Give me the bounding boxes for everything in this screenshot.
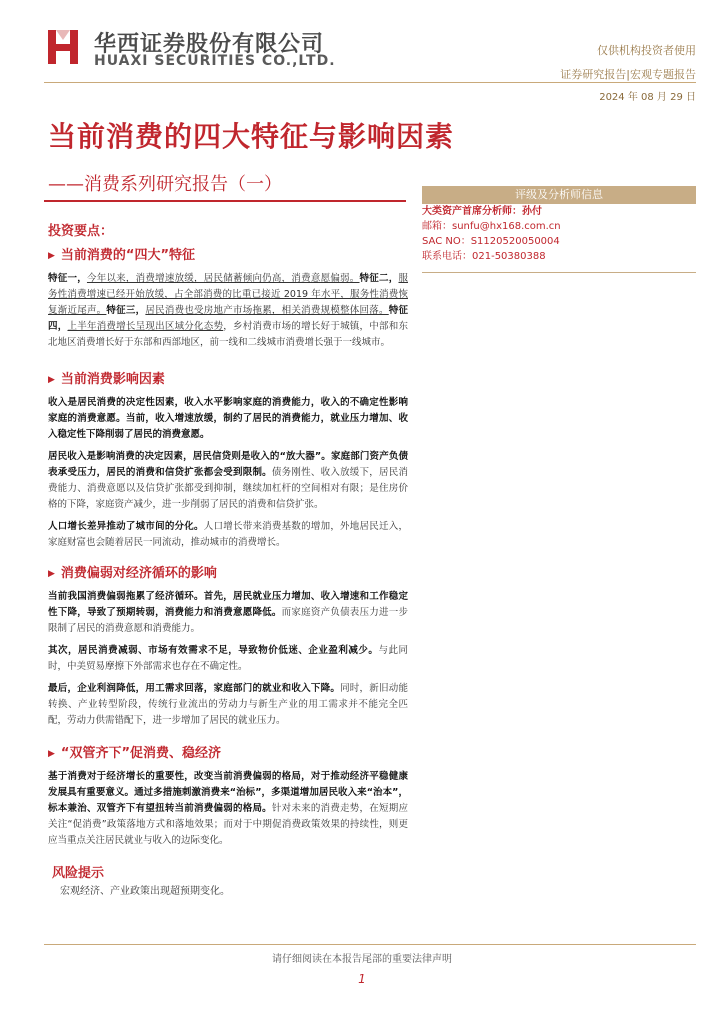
company-name-en: HUAXI SECURITIES CO.,LTD. xyxy=(94,53,336,69)
section-1 xyxy=(48,244,408,351)
section-paragraph xyxy=(48,395,408,443)
text-run: 特征二， xyxy=(359,273,399,284)
section-paragraph xyxy=(48,769,408,849)
section-4 xyxy=(48,742,408,849)
text-run: 人口增长带来消费基数的增加，外地居民迁入，家庭财富也会随着居民一同流动，推动城市的消费增长。 xyxy=(48,521,408,548)
analyst-box-divider xyxy=(422,272,696,273)
text-run: 最后，企业利润降低，用工需求回落，家庭部门的就业和收入下降。 xyxy=(48,683,341,694)
risk-text: 宏观经济、产业政策出现超预期变化。 xyxy=(60,886,230,897)
section-heading: ▶ 当前消费的“四大”特征 xyxy=(48,248,196,263)
header-divider xyxy=(44,82,696,83)
key-points-title: 投资要点： xyxy=(48,224,114,239)
huaxi-logo-icon xyxy=(46,26,84,66)
text-run: 债务刚性、收入放缓下，居民消费能力、消费意愿以及信贷扩张都受到抑制，继续加杠杆的空间相对有限；是住房价格的下降，家庭资产减少，进一步削弱了居民的消费和信贷扩张。 xyxy=(48,467,408,510)
text-run: 服务性消费增速已经开始放缓，占全部消费的比重已接近 2019 年水平，服务性消费恢复渐近尾声。 xyxy=(48,273,408,316)
text-run: 收入是居民消费的决定性因素，收入水平影响家庭的消费能力，收入的不确定性影响家庭的消费意愿。当前，收入增速放缓，制约了居民的消费能力，就业压力增加、收入稳定性下降削弱了居民的消费意愿。 xyxy=(48,397,408,440)
analyst-email[interactable]: 邮箱：sunfu@hx168.com.cn xyxy=(422,221,561,232)
text-run: 人口增长差异推动了城市间的分化。 xyxy=(48,521,204,532)
section-paragraph xyxy=(48,643,408,675)
text-run: 与此同时，中美贸易摩擦下外部需求也存在不确定性。 xyxy=(48,645,408,672)
report-date: 2024 年 08 月 29 日 xyxy=(599,92,696,103)
analyst-header: 评级及分析师信息 xyxy=(422,186,696,204)
report-title: 当前消费的四大特征与影响因素 xyxy=(48,120,455,153)
triangle-bullet-icon: ▶ xyxy=(48,375,55,385)
text-run: 上半年消费增长呈现出区域分化态势 xyxy=(67,321,224,332)
page-number: 1 xyxy=(358,972,366,986)
audience-label: 仅供机构投资者使用 xyxy=(597,44,696,57)
analyst-sac: SAC NO：S1120520050004 xyxy=(422,236,560,247)
text-run: 特征一， xyxy=(48,273,87,284)
text-run: 特征四， xyxy=(48,305,408,332)
section-heading: ▶ 当前消费影响因素 xyxy=(48,372,165,387)
analyst-phone: 联系电话：021-50380388 xyxy=(422,251,546,262)
triangle-bullet-icon: ▶ xyxy=(48,749,55,759)
text-run: 居民消费也受房地产市场拖累，相关消费规模整体回落。 xyxy=(145,305,389,316)
risk-title: 风险提示 xyxy=(52,866,105,881)
section-paragraph xyxy=(48,589,408,637)
section-heading: ▶ “双管齐下”促消费、稳经济 xyxy=(48,746,222,761)
text-run: 针对未来的消费走势，在短期应关注“促消费”政策落地方式和落地效果；而对于中期促消费政策效果的持续性，则更应当重点关注居民就业与收入的边际变化。 xyxy=(48,803,408,846)
text-run: 今年以来，消费增速放缓，居民储蓄倾向仍高，消费意愿偏弱。 xyxy=(86,273,360,284)
analyst-name: 大类资产首席分析师：孙付 xyxy=(422,206,542,217)
text-run: ，乡村消费市场的增长好于城镇，中部和东北地区消费增长好于东部和西部地区，前一线和二线城市消费增长强于一线城市。 xyxy=(48,321,408,348)
text-run: 居民收入是影响消费的决定因素，居民信贷则是收入的“放大器”。家庭部门资产负债表承受压力，居民的消费和信贷扩张都会受到限制。 xyxy=(48,451,408,478)
analyst-info-box xyxy=(422,204,696,268)
text-run: 当前我国消费偏弱拖累了经济循环。首先，居民就业压力增加、收入增速和工作稳定性下降，导致了预期转弱，消费能力和消费意愿降低。 xyxy=(48,591,408,618)
legal-disclaimer-link[interactable]: 请仔细阅读在本报告尾部的重要法律声明 xyxy=(272,954,452,965)
section-paragraph xyxy=(48,271,408,351)
text-run: 同时，新旧动能转换、产业转型阶段，传统行业流出的劳动力与新生产业的用工需求并不能完全匹配，劳动力供需错配下，进一步增加了居民的就业压力。 xyxy=(48,683,408,726)
footer-divider xyxy=(44,944,696,945)
section-2 xyxy=(48,368,408,551)
triangle-bullet-icon: ▶ xyxy=(48,569,55,579)
section-paragraph xyxy=(48,449,408,513)
section-heading: ▶ 消费偏弱对经济循环的影响 xyxy=(48,566,217,581)
text-run: 特征三， xyxy=(106,305,146,316)
section-3 xyxy=(48,562,408,729)
triangle-bullet-icon: ▶ xyxy=(48,251,55,261)
text-run: 其次，居民消费减弱、市场有效需求不足，导致物价低迷、企业盈利减少。 xyxy=(48,645,379,656)
report-subtitle: ——消费系列研究报告（一） xyxy=(48,174,282,195)
company-name-cn: 华西证券股份有限公司 xyxy=(94,32,325,57)
report-category: 证券研究报告|宏观专题报告 xyxy=(560,68,696,81)
text-run: 而家庭资产负债表压力进一步限制了居民的消费意愿和消费能力。 xyxy=(48,607,408,634)
text-run: 基于消费对于经济增长的重要性，改变当前消费偏弱的格局，对于推动经济平稳健康发展具有重要意义。通过多措施刺激消费来“治标”，多渠道增加居民收入来“治本”，标本兼治、双管齐下有望扭转当前消费偏弱的格局。 xyxy=(48,771,408,814)
section-paragraph xyxy=(48,681,408,729)
subtitle-underline xyxy=(44,200,406,202)
section-paragraph xyxy=(48,519,408,551)
